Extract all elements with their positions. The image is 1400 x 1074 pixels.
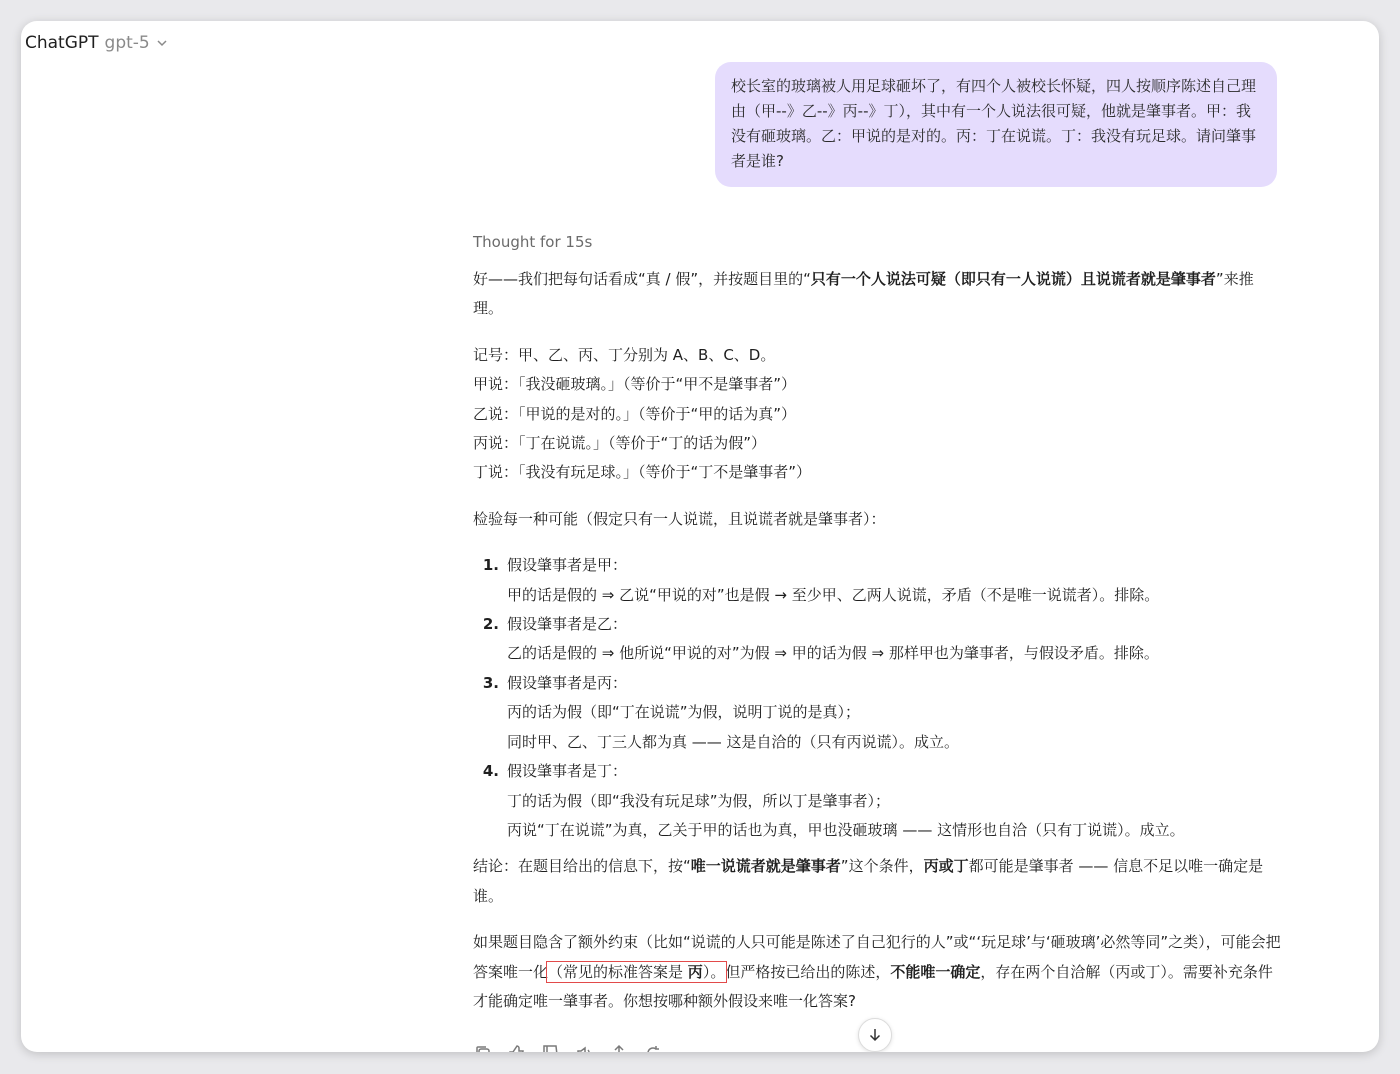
message-actions xyxy=(473,1043,663,1052)
thought-label[interactable]: Thought for 15s xyxy=(473,233,593,251)
list-item: 2. 假设肇事者是乙： 乙的话是假的 ⇒ 他所说“甲说的对”为假 ⇒ 甲的话为假 ⇒ 那样甲也为肇事者，与假设矛盾。排除。 xyxy=(482,615,1159,663)
model-name: gpt-5 xyxy=(104,33,150,53)
notation-line: 丙说：「丁在说谎。」（等价于“丁的话为假”） xyxy=(473,434,767,453)
copy-icon[interactable] xyxy=(473,1043,493,1052)
list-item: 3. 假设肇事者是丙： 丙的话为假（即“丁在说谎”为假，说明丁说的是真）； 同时甲、乙、丁三人都为真 —— 这是自洽的（只有丙说谎）。成立。 xyxy=(482,673,960,751)
thumbs-down-icon[interactable] xyxy=(541,1043,561,1052)
notation-line: 记号：甲、乙、丙、丁分别为 A、B、C、D。 xyxy=(473,345,776,364)
notation-line: 丁说：「我没有玩足球。」（等价于“丁不是肇事者”） xyxy=(473,463,812,482)
user-message: 校长室的玻璃被人用足球砸坏了，有四个人被校长怀疑，四人按顺序陈述自己理由（甲--》乙--》丙--》丁），其中有一个人说法很可疑，他就是肇事者。甲：我没有砸玻璃。乙：甲说的是对的。丙：丁在说谎。丁：我没有玩足球。请问肇事者是谁? xyxy=(715,62,1277,187)
model-selector[interactable] xyxy=(25,31,170,55)
list-item: 1. 假设肇事者是甲： 甲的话是假的 ⇒ 乙说“甲说的对”也是假 → 至少甲、乙两人说谎，矛盾（不是唯一说谎者）。排除。 xyxy=(482,556,1160,604)
scroll-to-bottom-button[interactable] xyxy=(858,1018,892,1052)
final-paragraph: 如果题目隐含了额外约束（比如“说谎的人只可能是陈述了自己犯行的人”或“‘玩足球’与‘砸玻璃’必然等同”之类），可能会把答案唯一化（常见的标准答案是 丙）。但严格按已给出的陈述，不能唯一确定，存在两个自洽解（丙或丁）。需要补充条件才能确定唯一肇事者。你想按哪种额外假设来唯一化答案? xyxy=(473,933,1281,1010)
assistant-message xyxy=(473,265,1283,1016)
check-intro: 检验每一种可能（假定只有一人说谎，且说谎者就是肇事者）： xyxy=(473,509,886,528)
speaker-icon[interactable] xyxy=(575,1043,595,1052)
conclusion-paragraph: 结论：在题目给出的信息下，按“唯一说谎者就是肇事者”这个条件，丙或丁都可能是肇事者 —— 信息不足以唯一确定是谁。 xyxy=(473,857,1264,905)
chat-window xyxy=(21,21,1379,1052)
intro-paragraph: 好——我们把每句话看成“真 / 假”，并按题目里的“只有一个人说法可疑（即只有一人说谎）且说谎者就是肇事者”来推理。 xyxy=(473,270,1254,318)
notation-line: 乙说：「甲说的是对的。」（等价于“甲的话为真”） xyxy=(473,404,797,423)
share-icon[interactable] xyxy=(609,1043,629,1052)
regenerate-icon[interactable] xyxy=(643,1043,663,1052)
list-item: 4. 假设肇事者是丁： 丁的话为假（即“我没有玩足球”为假，所以丁是肇事者）； 丙说“丁在说谎”为真，乙关于甲的话也为真，甲也没砸玻璃 —— 这情形也自洽（只有丁说谎）。成立。 xyxy=(482,762,1185,839)
app-name: ChatGPT xyxy=(25,33,99,53)
case-list xyxy=(473,551,1283,845)
chevron-down-icon xyxy=(154,35,170,51)
highlight-box: （常见的标准答案是 丙）。 xyxy=(548,962,726,981)
thumbs-up-icon[interactable] xyxy=(507,1043,527,1052)
arrow-down-icon xyxy=(867,1027,883,1043)
notation-line: 甲说：「我没砸玻璃。」（等价于“甲不是肇事者”） xyxy=(473,375,797,394)
